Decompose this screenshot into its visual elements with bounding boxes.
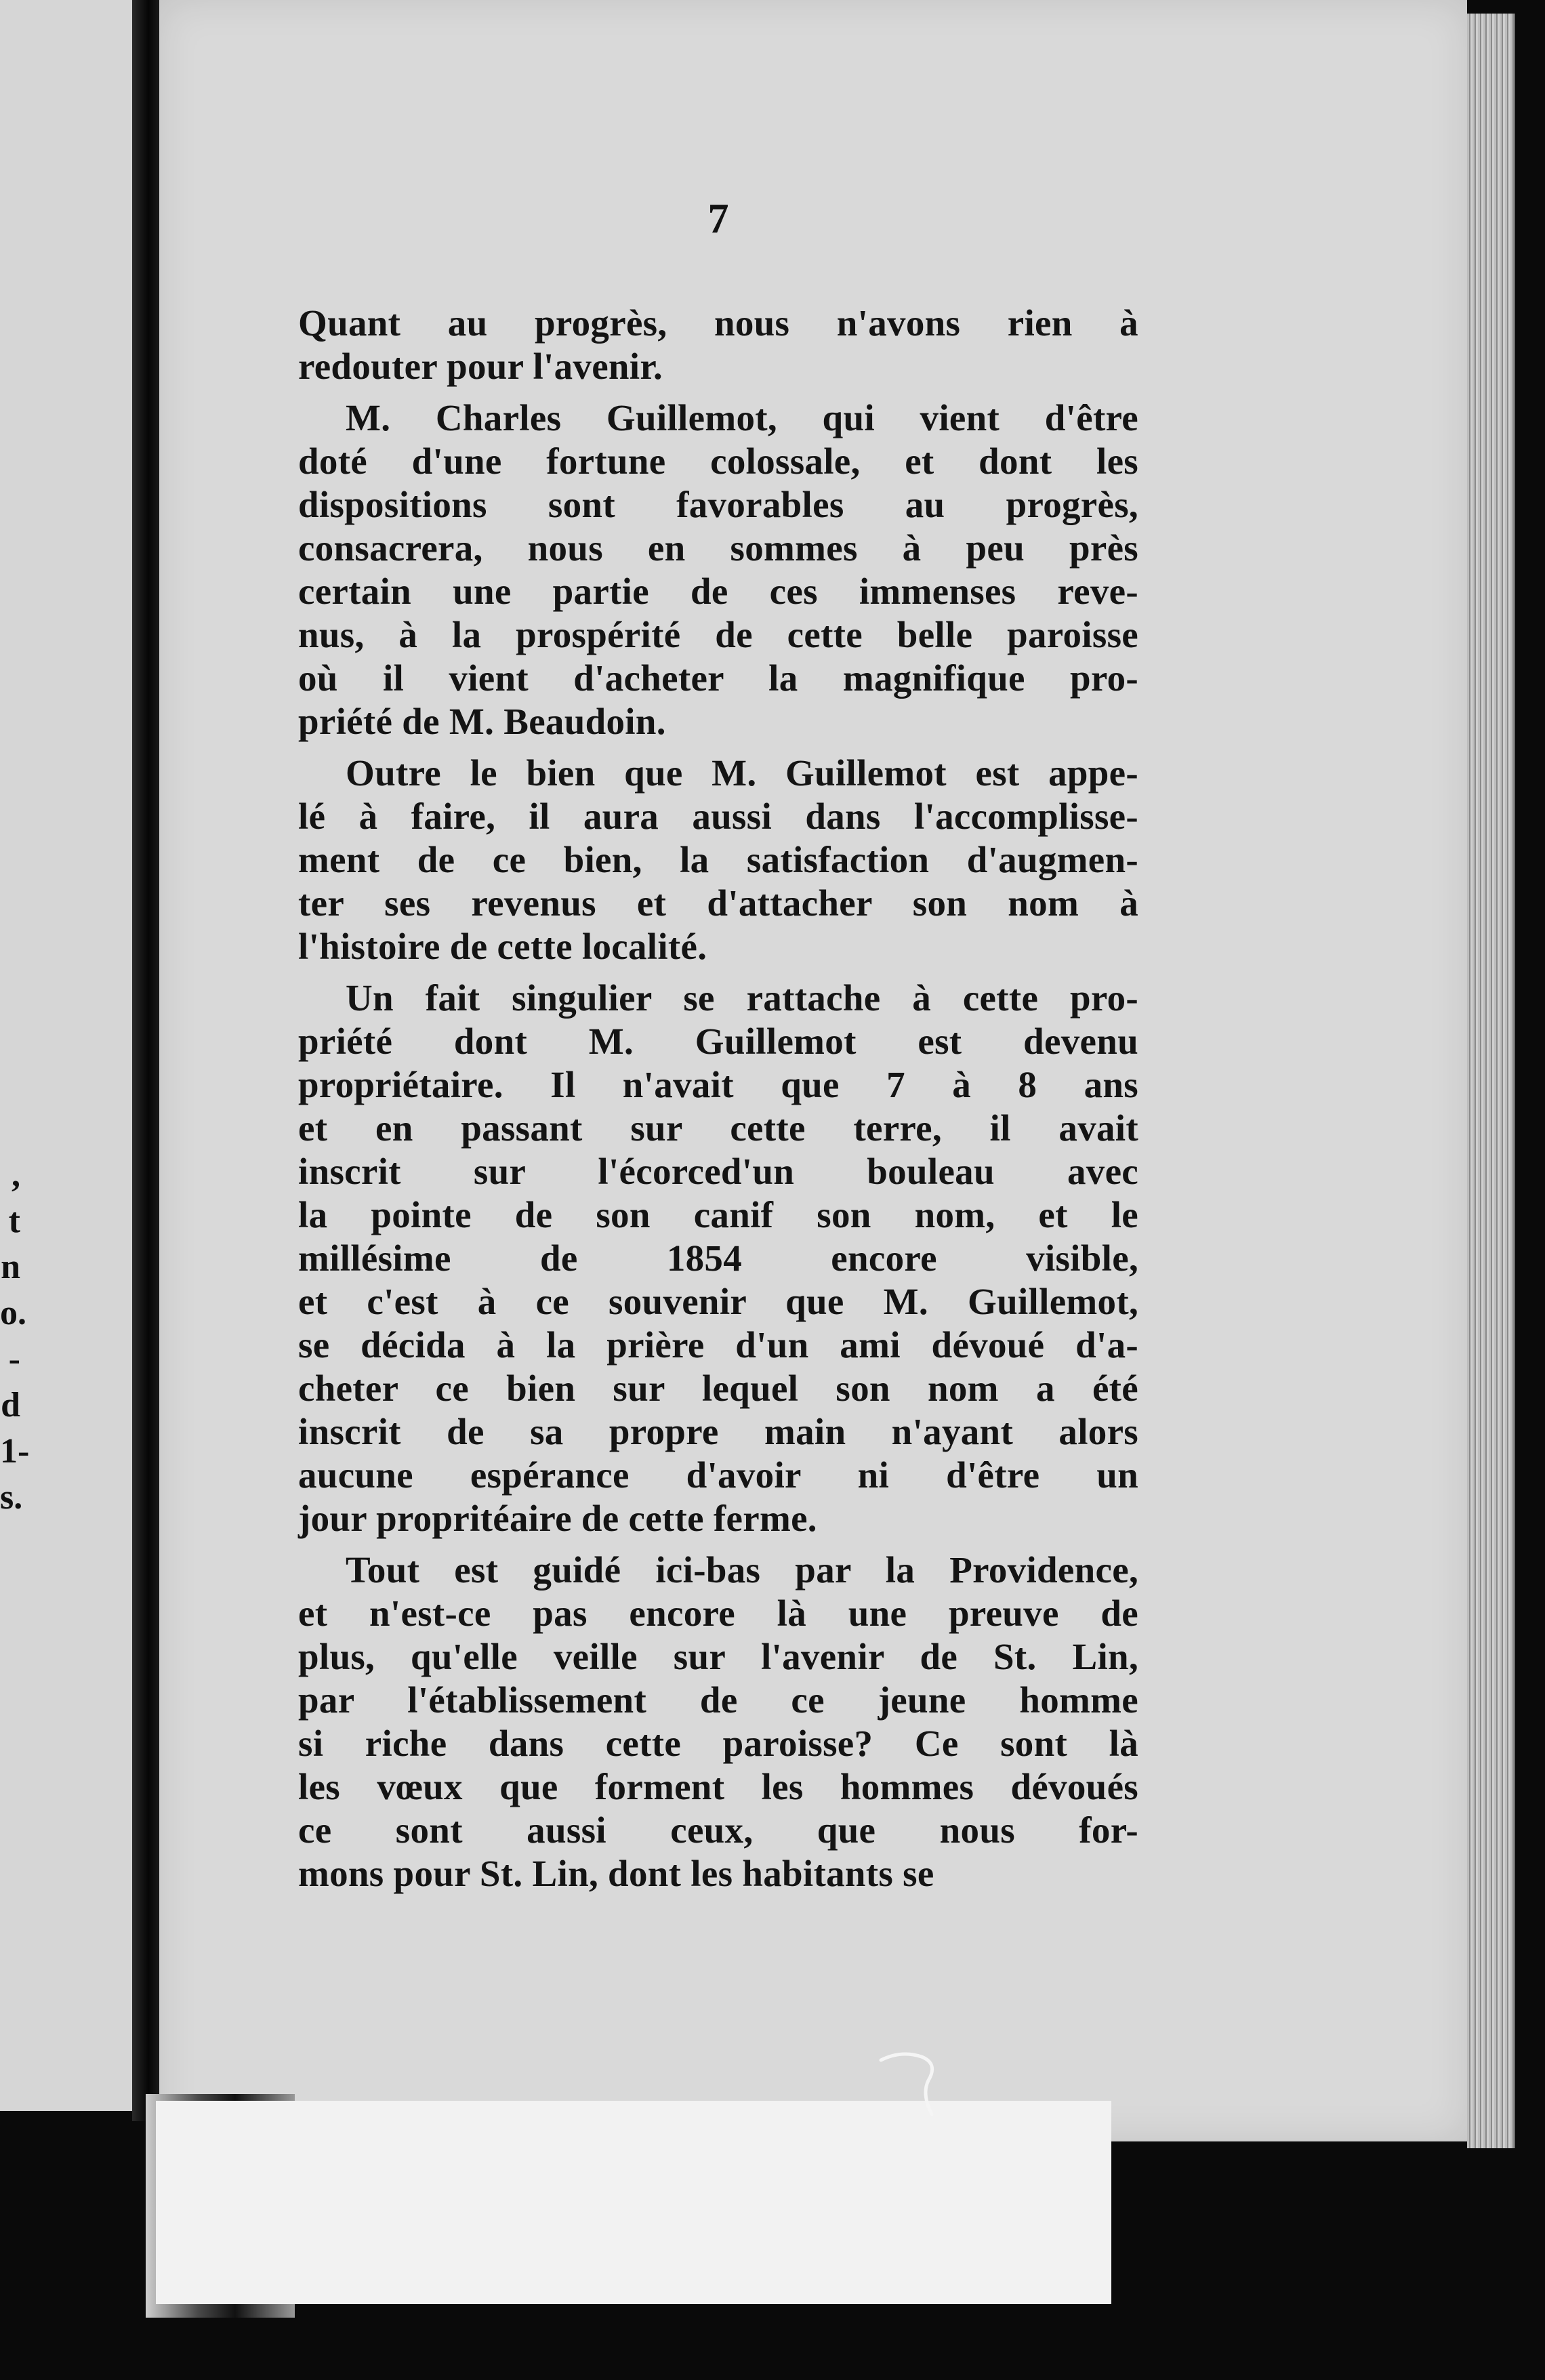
left-edge-char: - [8, 1340, 20, 1378]
text-line: les vœux que forment les hommes dévoués [298, 1766, 1138, 1807]
left-page-fragment [0, 0, 139, 2111]
text-line: certain une partie de ces immenses reve- [298, 571, 1138, 612]
text-line: lé à faire, il aura aussi dans l'accomplisse- [298, 796, 1138, 837]
book-gutter [132, 0, 159, 2121]
text-line: propriétaire. Il n'avait que 7 à 8 ans [298, 1064, 1138, 1105]
text-line: priété de M. Beaudoin. [298, 701, 666, 742]
paragraph-gap [298, 1540, 1138, 1548]
paragraph [298, 1548, 1138, 1895]
text-line: où il vient d'acheter la magnifique pro- [298, 657, 1138, 699]
left-edge-char: 1- [0, 1432, 30, 1471]
ink-mark [874, 2047, 955, 2128]
left-edge-char: s. [0, 1478, 23, 1517]
text-line: Quant au progrès, nous n'avons rien à [298, 302, 1138, 344]
left-edge-char: , [12, 1155, 20, 1194]
body-text [298, 302, 1138, 1895]
text-line: doté d'une fortune colossale, et dont les [298, 440, 1138, 482]
text-line: inscrit sur l'écorced'un bouleau avec [298, 1151, 1138, 1192]
page-number: 7 [707, 196, 729, 242]
text-line: mons pour St. Lin, dont les habitants se [298, 1853, 934, 1894]
text-line: redouter pour l'avenir. [298, 346, 663, 387]
text-line: nus, à la prospérité de cette belle paroisse [298, 614, 1138, 655]
paragraph [298, 977, 1138, 1540]
text-line: par l'établissement de ce jeune homme [298, 1679, 1138, 1721]
text-line: Outre le bien que M. Guillemot est appe- [346, 752, 1138, 794]
text-line: ce sont aussi ceux, que nous for- [298, 1809, 1138, 1851]
text-line: inscrit de sa propre main n'ayant alors [298, 1411, 1138, 1452]
text-line: dispositions sont favorables au progrès, [298, 484, 1138, 525]
text-line: si riche dans cette paroisse? Ce sont là [298, 1723, 1138, 1764]
paragraph-gap [298, 388, 1138, 396]
left-page-edge-text [0, 1152, 30, 1521]
text-line: M. Charles Guillemot, qui vient d'être [346, 397, 1138, 438]
text-line: ment de ce bien, la satisfaction d'augmen- [298, 839, 1138, 880]
paragraph-gap [298, 968, 1138, 977]
left-edge-char: o. [0, 1294, 26, 1332]
page-edges [1467, 14, 1515, 2148]
left-edge-char: t [8, 1202, 20, 1240]
paragraph [298, 396, 1138, 743]
text-line: aucune espérance d'avoir ni d'être un [298, 1454, 1138, 1496]
text-line: l'histoire de cette localité. [298, 926, 707, 967]
text-line: plus, qu'elle veille sur l'avenir de St. Lin, [298, 1636, 1138, 1677]
text-line: se décida à la prière d'un ami dévoué d'a- [298, 1324, 1138, 1366]
text-line: millésime de 1854 encore visible, [298, 1237, 1138, 1279]
text-line: jour propritéaire de cette ferme. [298, 1498, 817, 1539]
left-edge-char: n [1, 1248, 20, 1286]
paragraph [298, 302, 1138, 388]
text-line: et n'est-ce pas encore là une preuve de [298, 1593, 1138, 1634]
paragraph [298, 752, 1138, 968]
text-line: et en passant sur cette terre, il avait [298, 1107, 1138, 1149]
text-line: Tout est guidé ici-bas par la Providence, [346, 1549, 1138, 1591]
text-line: priété dont M. Guillemot est devenu [298, 1021, 1138, 1062]
bottom-paper-strip [156, 2101, 1111, 2304]
text-line: consacrera, nous en sommes à peu près [298, 527, 1138, 569]
text-line: la pointe de son canif son nom, et le [298, 1194, 1138, 1235]
text-line: cheter ce bien sur lequel son nom a été [298, 1368, 1138, 1409]
left-edge-char: d [1, 1386, 20, 1424]
paragraph-gap [298, 743, 1138, 752]
text-line: ter ses revenus et d'attacher son nom à [298, 882, 1138, 924]
text-line: Un fait singulier se rattache à cette pro- [346, 977, 1138, 1019]
text-line: et c'est à ce souvenir que M. Guillemot, [298, 1281, 1138, 1322]
